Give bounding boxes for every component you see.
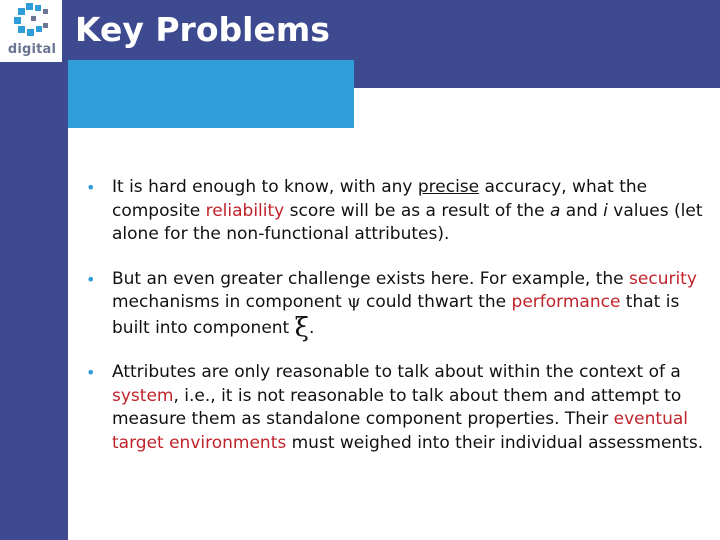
bullet-text: .: [308, 317, 315, 338]
digital-logo-icon: [12, 2, 52, 38]
left-decorative-bar: [0, 0, 68, 540]
bullet-item: [84, 176, 714, 247]
bullet-item: [84, 361, 714, 455]
bullet-text-highlight: performance: [511, 292, 621, 312]
bullet-marker-icon: •: [86, 363, 96, 382]
bullet-text: score will be as a result of the: [284, 200, 550, 221]
bullet-text: , i.e., it is not reasonable to talk about them and attempt to measure them as standalone component properties. Their: [112, 385, 682, 429]
bullet-text-underlined: precise: [417, 177, 480, 197]
bullet-text: must weighed into their individual assessments.: [286, 432, 704, 453]
bullet-text: could thwart the: [360, 292, 512, 312]
logo-text: digital: [7, 42, 57, 57]
bullet-list: [84, 176, 714, 476]
bullet-text-highlight: system: [112, 385, 174, 406]
bullet-text-highlight: eventual target environments: [112, 409, 688, 453]
bullet-text-highlight: security: [629, 268, 697, 289]
bullet-text-italic: a: [549, 200, 561, 221]
bullet-text-highlight: reliability: [205, 200, 285, 221]
header-accent-block: [68, 60, 354, 128]
xi-symbol: ξ: [294, 312, 309, 343]
header-accent-cutout: [354, 88, 720, 128]
bullet-text: accuracy, what the composite: [112, 177, 648, 221]
bullet-text: But an even greater challenge exists here. For example, the: [112, 268, 630, 289]
bullet-text: that is built into component: [112, 292, 680, 338]
bullet-marker-icon: •: [86, 269, 96, 289]
bullet-text: values (let alone for the non-functional attributes).: [112, 200, 703, 244]
page-title: Key Problems: [75, 10, 330, 49]
bullet-text-italic: i: [603, 200, 608, 221]
logo: [0, 0, 62, 62]
bullet-text: Attributes are only reasonable to talk about within the context of a: [112, 362, 681, 382]
bullet-text: mechanisms in component: [112, 292, 348, 312]
bullet-marker-icon: •: [86, 178, 96, 197]
bullet-text: and: [560, 200, 604, 221]
bullet-item: [84, 268, 714, 341]
bullet-text: It is hard enough to know, with any: [112, 177, 418, 197]
psi-symbol: ψ: [347, 292, 361, 312]
